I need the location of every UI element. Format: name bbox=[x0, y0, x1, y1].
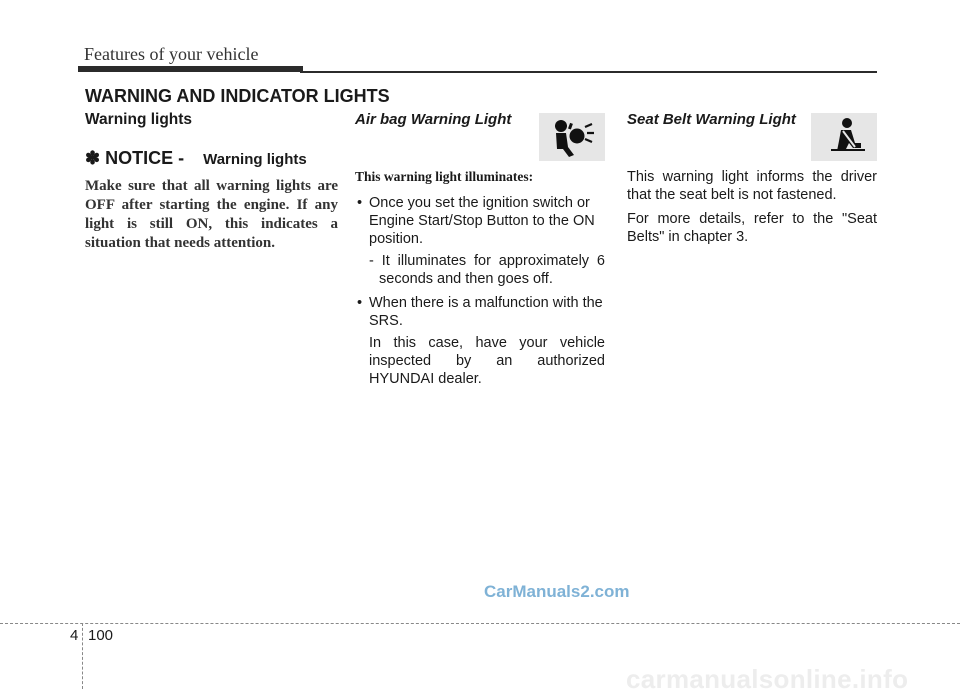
airbag-label: This warning light illuminates: bbox=[355, 169, 534, 184]
seatbelt-heading: Seat Belt Warning Light bbox=[627, 111, 796, 128]
header-bar bbox=[78, 66, 303, 72]
footer-rule bbox=[0, 623, 960, 624]
column-warning-lights bbox=[85, 110, 338, 268]
seatbelt-warning-icon bbox=[811, 113, 877, 161]
airbag-bullet-2-sub: In this case, have your vehicle inspected by an authorized HYUNDAI dealer. bbox=[369, 335, 605, 387]
seatbelt-para-1: This warning light informs the driver that the seat belt is not fastened. bbox=[627, 169, 877, 203]
seatbelt-para-2: For more details, refer to the "Seat Belts" in chapter 3. bbox=[627, 211, 877, 245]
notice-text: Make sure that all warning lights are OFF after starting the engine. If any light is still ON, this indicates a situation that needs attention. bbox=[85, 178, 338, 251]
warning-lights-heading: Warning lights bbox=[85, 111, 193, 128]
footer-watermark: carmanualsonline.info bbox=[626, 664, 909, 694]
airbag-warning-icon bbox=[539, 113, 605, 161]
page-number: 100 bbox=[88, 627, 114, 644]
notice-label: NOTICE - bbox=[105, 148, 190, 168]
watermark: CarManuals2.com bbox=[484, 582, 630, 601]
notice-symbol: ✽ bbox=[85, 148, 101, 168]
section-title: WARNING AND INDICATOR LIGHTS bbox=[85, 86, 390, 106]
column-airbag bbox=[355, 110, 605, 392]
airbag-bullet-1-sub: - It illuminates for approximately 6 seconds and then goes off. bbox=[369, 253, 605, 287]
notice-subtitle: Warning lights bbox=[203, 151, 307, 168]
chapter-number: 4 bbox=[70, 627, 79, 644]
airbag-heading: Air bag Warning Light bbox=[355, 111, 512, 128]
header-title: Features of your vehicle bbox=[84, 44, 259, 64]
footer-divider bbox=[82, 623, 83, 689]
airbag-bullet-2: • When there is a malfunction with the SRS. bbox=[355, 294, 605, 330]
header-rule bbox=[300, 71, 877, 73]
column-seatbelt bbox=[627, 110, 877, 252]
notice-heading bbox=[85, 148, 338, 169]
airbag-bullet-1: • Once you set the ignition switch or Engine Start/Stop Button to the ON position. bbox=[355, 194, 605, 248]
